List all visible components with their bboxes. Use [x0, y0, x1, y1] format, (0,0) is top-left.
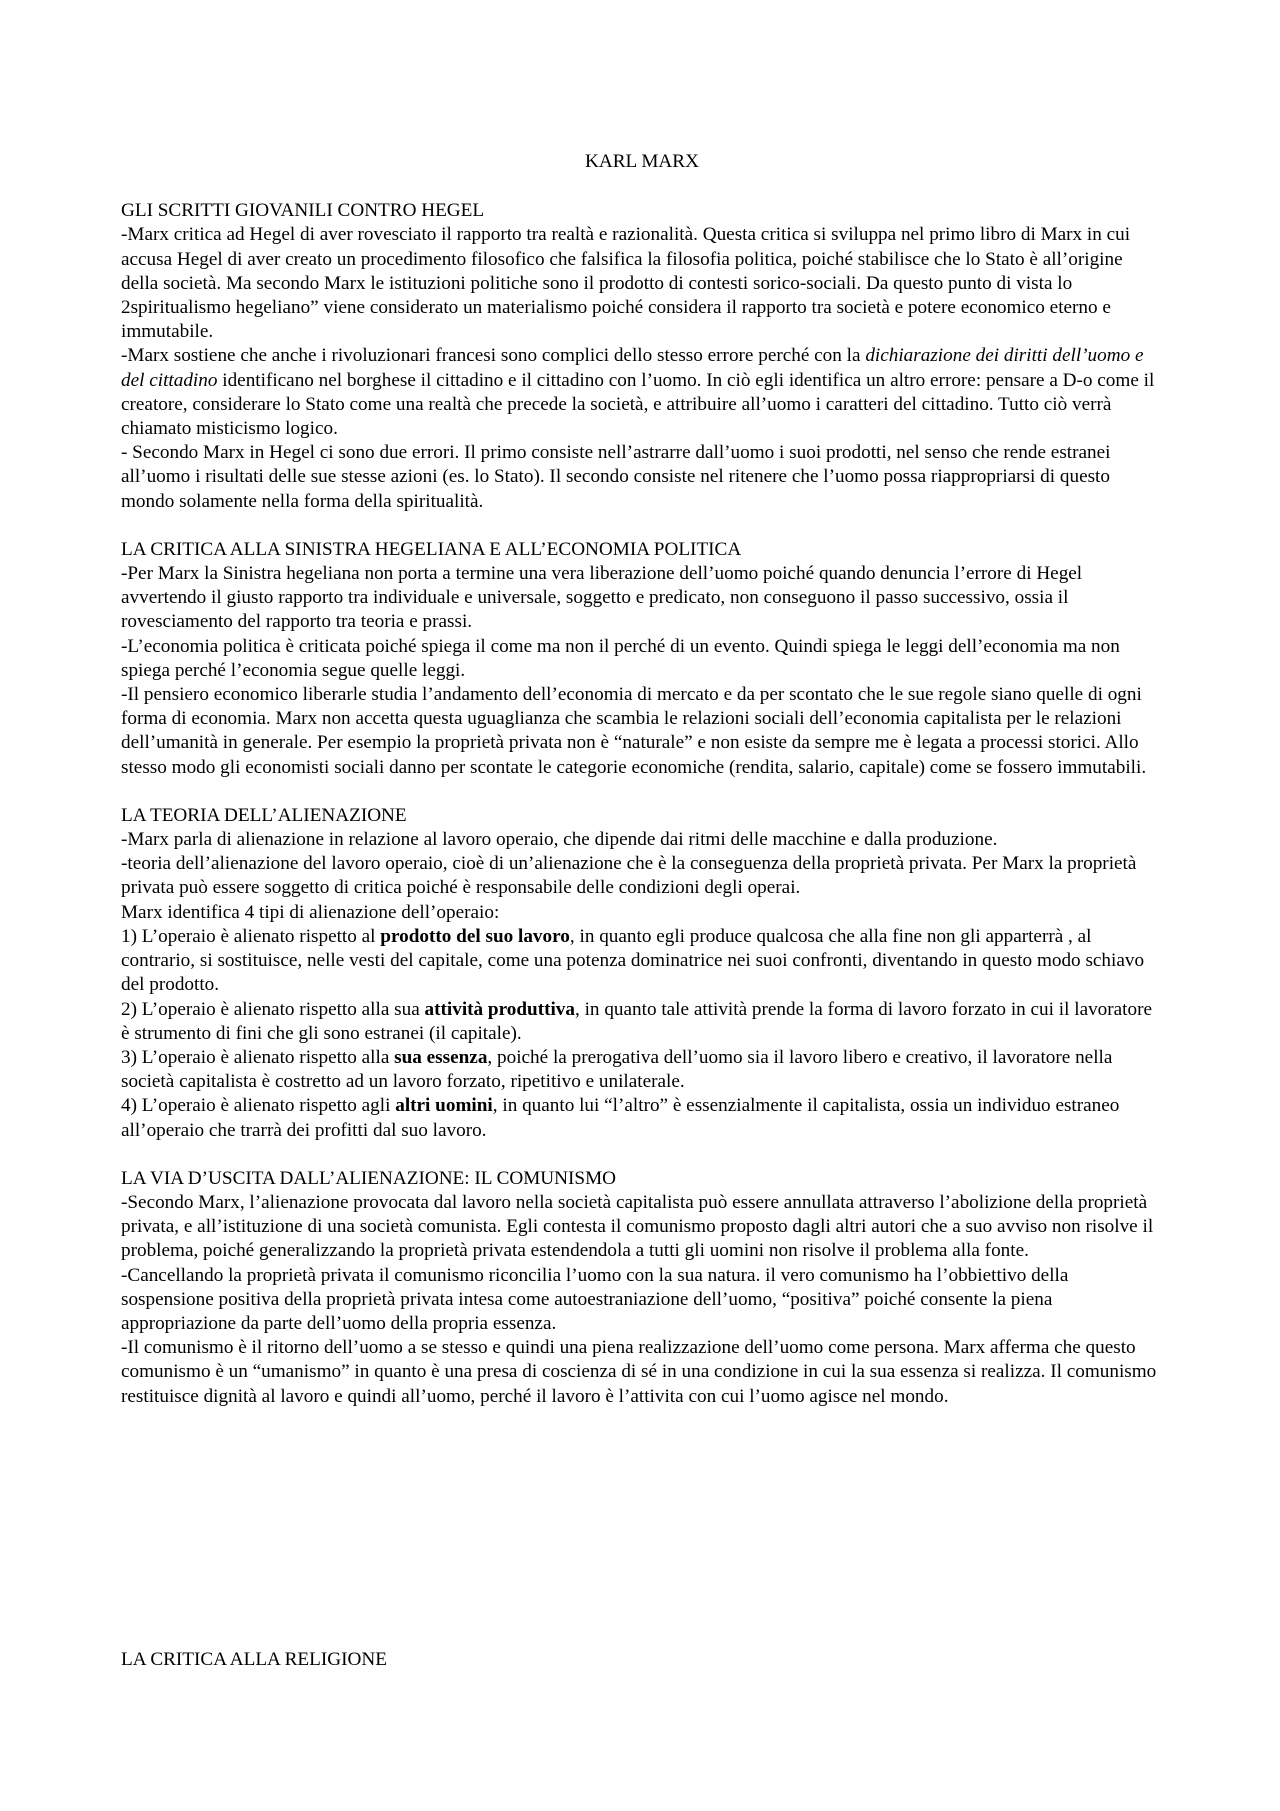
paragraph	[121, 635, 1163, 683]
text-run: Marx identifica 4 tipi di alienazione dell’operaio:	[121, 901, 500, 923]
bold-text: altri uomini	[395, 1095, 493, 1117]
bold-text: sua essenza	[394, 1046, 488, 1068]
document-title: KARL MARX	[585, 151, 699, 172]
section-heading-religione: LA CRITICA ALLA RELIGIONE	[121, 1649, 387, 1670]
text-run: -Secondo Marx, l’alienazione provocata dal lavoro nella società capitalista può essere annullata attraverso l’abolizione della proprietà privata, e all’istituzione di una società comunista. Egli contesta il comunismo proposto dagli altri autori che a suo avviso non risolve il problema, poiché generalizzando la proprietà privata estendendola a tutti gli uomini non risolve il problema alla fonte.	[121, 1191, 1154, 1262]
text-run: -Marx critica ad Hegel di aver rovesciato il rapporto tra realtà e razionalità. Questa critica si sviluppa nel primo libro di Marx in cui accusa Hegel di aver creato un procedimento filosofico che falsifica la filosofia politica, poiché stabilisce che lo Stato è all’origine della società. Ma secondo Marx le istituzioni politiche sono il prodotto di contesti sorico-sociali. Da questo punto di vista lo 2spiritualismo hegeliano” viene considerato un materialismo poiché considera il rapporto tra società e potere economico eterno e immutabile.	[121, 224, 1131, 343]
paragraph	[121, 925, 1163, 998]
text-run: -Il pensiero economico liberarle studia l’andamento dell’economia di mercato e da per scontato che le sue regole siano quelle di ogni forma di economia. Marx non accetta questa uguaglianza che scambia le relazioni sociali dell’economia capitalista per le relazioni dell’umanità in generale. Per esempio la proprietà privata non è “naturale” e non esiste da sempre me è legata a processi storici. Allo stesso modo gli economisti sociali danno per scontate le categorie economiche (rendita, salario, capitale) come se fossero immutabili.	[121, 684, 1147, 778]
text-run: 4) L’operaio è alienato rispetto agli	[121, 1095, 396, 1117]
paragraph	[121, 1191, 1163, 1264]
text-run: , in quanto lui “l’altro” è essenzialmente il capitalista, ossia un individuo estraneo all’operaio che trarrà dei profitti dal suo lavoro.	[121, 1095, 1120, 1141]
text-run: -teoria dell’alienazione del lavoro operaio, cioè di un’alienazione che è la conseguenza della proprietà privata. Per Marx la proprietà privata può essere soggetto di critica poiché è responsabile delle condizioni degli operai.	[121, 853, 1137, 899]
text-run: -L’economia politica è criticata poiché spiega il come ma non il perché di un evento. Quindi spiega le leggi dell’economia ma non spiega perché l’economia segue quelle leggi.	[121, 635, 1120, 681]
paragraph	[121, 441, 1163, 514]
paragraph	[121, 998, 1163, 1046]
paragraph	[121, 223, 1163, 344]
paragraph	[121, 828, 1163, 852]
paragraph	[121, 1336, 1163, 1409]
document-body	[121, 199, 1163, 1409]
section	[121, 804, 1163, 1143]
bold-text: attività produttiva	[424, 998, 575, 1020]
text-run: -Cancellando la proprietà privata il comunismo riconcilia l’uomo con la sua natura. il vero comunismo ha l’obbiettivo della sospensione positiva della proprietà privata intesa come autoestraniazione dell’uomo, “positiva” poiché consente la piena appropriazione da parte dell’uomo della propria essenza.	[121, 1264, 1069, 1334]
section-heading: GLI SCRITTI GIOVANILI CONTRO HEGEL	[121, 200, 485, 222]
italic-text: dichiarazione dei diritti dell’uomo e del cittadino	[121, 345, 1144, 391]
document-page	[121, 150, 1163, 1433]
text-run: -Marx sostiene che anche i rivoluzionari francesi sono complici dello stesso errore perché con la	[121, 345, 866, 367]
text-run: 2) L’operaio è alienato rispetto alla sua	[121, 998, 425, 1020]
section	[121, 1167, 1163, 1409]
text-run: -Il comunismo è il ritorno dell’uomo a se stesso e quindi una piena realizzazione dell’uomo come persona. Marx afferma che questo comunismo è un “umanismo” in quanto è una presa di coscienza di sé in una condizione in cui la sua essenza si realizza. Il comunismo restituisce dignità al lavoro e quindi all’uomo, perché il lavoro è l’attivita con cui l’uomo agisce nel mondo.	[121, 1337, 1157, 1407]
text-run: , in quanto tale attività prende la forma di lavoro forzato in cui il lavoratore è strumento di fini che gli sono estranei (il capitale).	[121, 998, 1153, 1044]
text-run: 3) L’operaio è alienato rispetto alla	[121, 1046, 395, 1068]
section-heading: LA VIA D’USCITA DALL’ALIENAZIONE: IL COMUNISMO	[121, 1167, 617, 1189]
section	[121, 199, 1163, 514]
text-run: - Secondo Marx in Hegel ci sono due errori. Il primo consiste nell’astrarre dall’uomo i suoi prodotti, nel senso che rende estranei all’uomo i risultati delle sue stesse azioni (es. lo Stato). Il secondo consiste nel ritenere che l’uomo possa riappropriarsi di questo mondo solamente nella forma della spiritualità.	[121, 442, 1111, 512]
text-run: , poiché la prerogativa dell’uomo sia il lavoro libero e creativo, il lavoratore nella società capitalista è costretto ad un lavoro forzato, ripetitivo e unilaterale.	[121, 1046, 1113, 1093]
paragraph	[121, 852, 1163, 900]
section	[121, 538, 1163, 780]
paragraph	[121, 562, 1163, 635]
paragraph	[121, 1046, 1163, 1094]
paragraph	[121, 1094, 1163, 1142]
section-heading: LA TEORIA DELL’ALIENAZIONE	[121, 804, 407, 826]
paragraph	[121, 1264, 1163, 1337]
text-run: -Marx parla di alienazione in relazione al lavoro operaio, che dipende dai ritmi delle macchine e dalla produzione.	[121, 829, 998, 851]
paragraph	[121, 901, 1163, 925]
paragraph	[121, 344, 1163, 441]
section-heading: LA CRITICA ALLA SINISTRA HEGELIANA E ALL’ECONOMIA POLITICA	[121, 538, 742, 560]
text-run: 1) L’operaio è alienato rispetto al	[121, 925, 381, 947]
text-run: -Per Marx la Sinistra hegeliana non porta a termine una vera liberazione dell’uomo poiché quando denuncia l’errore di Hegel avvertendo il giusto rapporto tra individuale e universale, soggetto e predicato, non conseguono il passo successivo, ossia il rovesciamento del rapporto tra teoria e prassi.	[121, 563, 1083, 633]
paragraph	[121, 683, 1163, 780]
bold-text: prodotto del suo lavoro	[380, 925, 570, 947]
text-run: , in quanto egli produce qualcosa che alla fine non gli apparterrà , al contrario, si sostituisce, nelle vesti del capitale, come una potenza dominatrice nei suoi confronti, diventando in questo modo schiavo del prodotto.	[121, 925, 1145, 996]
text-run: identificano nel borghese il cittadino e il cittadino con l’uomo. In ciò egli identifica un altro errore: pensare a D-o come il creatore, considerare lo Stato come una realtà che precede la società, e attribuire all’uomo i caratteri del cittadino. Tutto ciò verrà chiamato misticismo logico.	[121, 369, 1155, 440]
